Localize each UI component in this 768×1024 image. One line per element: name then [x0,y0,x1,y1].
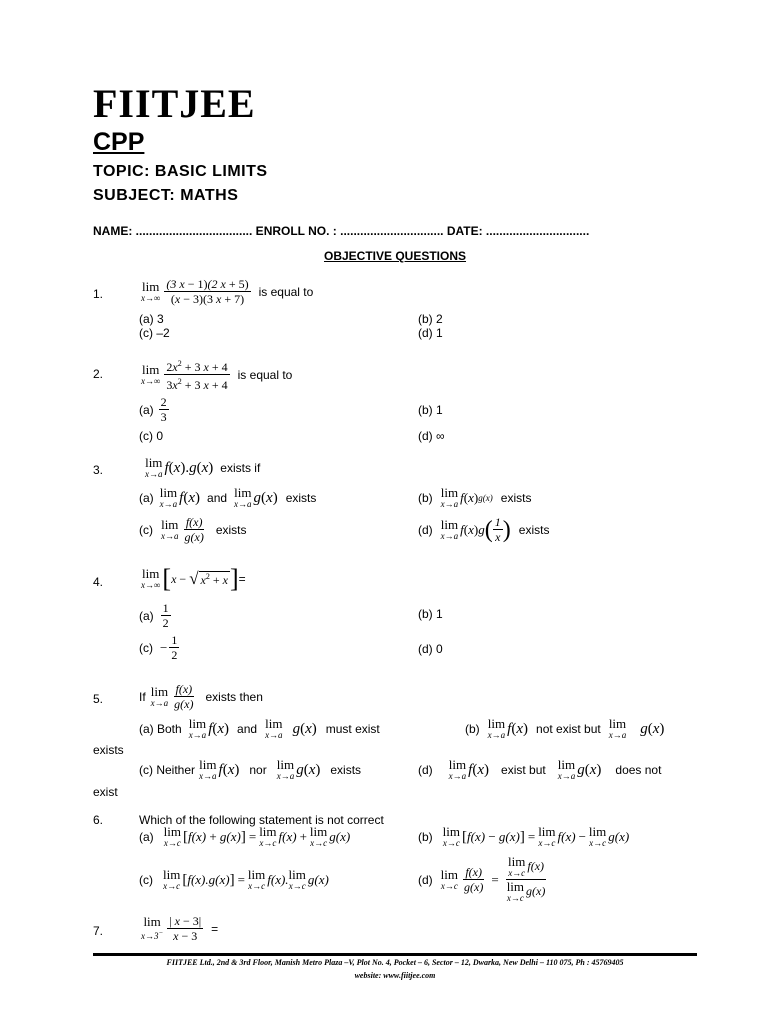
q5-option-a-and: and [237,722,258,736]
q5-stem [139,682,263,711]
q1-tail: is equal to [258,284,314,299]
footer-address: FIITJEE Ltd., 2nd & 3rd Floor, Manish Metro Plaza –V, Plot No. 4, Pocket – 6, Sector – 12, Dwarka, New Delhi – 110 075, Ph : 45769405 [166,958,624,967]
q3-option-b-label: (b) [418,491,433,505]
q3d-frac: $\frac{1}{x}$ [494,515,501,544]
q6-number: 6. [93,813,104,827]
q2-lim: lim x→∞ [141,361,161,386]
footer-rule-thin [93,955,697,956]
q2-tail: is equal to [237,367,293,382]
q6-option-a-label: (a) [139,830,154,844]
q3-option-c-tail: exists [215,522,247,537]
q6a-lim3: lim x→c [309,824,328,848]
q6a-lim2: lim x→c [259,824,277,848]
brand-title: FIITJEE [93,81,256,126]
q6d-lim: lim x→c [440,866,459,891]
q3-option-c[interactable] [139,515,247,544]
q6d-frac2: lim x→c f(x) lim x→c g(x) [506,854,546,903]
subject-line [93,187,238,205]
q3a-lim1: lim x→a [159,485,178,509]
q6d-frac1: $\frac{f(x)}{g(x)}$ [464,865,484,894]
q5-frac: $\frac{f(x)}{g(x)}$ [174,682,194,711]
q6-option-b[interactable]: (b) lim x→c [ f(x) − g(x) ] = lim x→c f(x) − lim x→c g(x) [418,824,630,848]
q2-option-a-label: (a) [139,402,154,417]
q5c-lim1: lim x→a [199,757,217,781]
q4-number: 4. [93,575,104,589]
q5d-lim1: lim x→a [448,757,467,781]
q4-stem: lim x→∞ [ x − √ $x^2 + x$ ] = [141,564,246,593]
q1-option-d[interactable]: (d) 1 [418,326,443,340]
q3c-lim: lim x→a [161,516,179,541]
q3-option-d[interactable]: (d) lim x→a f ( x ) g ( $\frac{1}{x}$ ) exists [418,515,550,544]
subject-label: SUBJECT: [93,187,176,204]
q2-number: 2. [93,367,104,381]
q4-option-a[interactable] [139,601,173,630]
topic-label: TOPIC: [93,163,150,180]
q2-option-b[interactable]: (b) 1 [418,403,443,417]
q6-option-c[interactable]: (c) lim x→c [ f(x).g(x) ] = lim x→c f(x). lim x→c g(x) [139,867,329,891]
q3b-lim: lim x→a [440,485,459,509]
q3-tail: exists if [220,461,261,475]
q7-lim: lim x→3− [141,914,164,941]
section-title [0,249,768,263]
q3d-lim: lim x→a [440,516,459,541]
q1-lim: lim x→∞ [141,278,161,303]
q3-expr: f [164,459,169,476]
q6d-lim-num: lim x→c [508,854,526,878]
q5d-lim2: lim x→a [557,757,576,781]
q1-option-b[interactable]: (b) 2 [418,312,443,326]
q2-option-a-frac: $\frac{2}{3}$ [160,395,167,424]
q5-option-d[interactable]: (d) lim x→a f ( x ) exist but lim x→a g ( x ) does not [418,757,662,781]
q5b-lim1: lim x→a [487,716,506,740]
topic-value: BASIC LIMITS [154,163,268,180]
q3-option-d-tail: exists [518,522,550,537]
q3-option-a-and: and [207,491,228,505]
q4c-frac: $\frac{1}{2}$ [171,633,178,662]
q2-option-c[interactable]: (c) 0 [139,429,163,443]
subject-value: MATHS [180,187,239,204]
q6-option-d-label: (d) [418,872,433,887]
q1-number: 1. [93,287,104,301]
q6-option-c-label: (c) [139,873,153,887]
q7-frac: $\frac{| x - 3|}{x - 3}$ [169,914,202,943]
q5-option-a-tail: must exist [325,722,380,736]
q2-stem [141,357,292,392]
q7-equals: = [211,921,219,936]
q6-option-a[interactable]: (a) lim x→c [ f(x) + g(x) ] = lim x→c f(x) + lim x→c g(x) [139,824,351,848]
cpp-heading: CPP [93,128,145,156]
q6c-lim1: lim x→c [163,867,181,891]
footer-website[interactable]: website: www.fiitjee.com [354,971,436,980]
form-line: NAME: ................................... ENROLL NO. : ............................... DATE: ............................... [93,224,590,238]
q7-number: 7. [93,924,104,938]
q3-stem: lim x→a f ( x ) . g ( x ) exists if [145,455,261,479]
q5-option-c-nor: nor [249,763,267,777]
q5-option-d-label: (d) [418,763,433,777]
q5-option-a[interactable]: (a) Both lim x→a f ( x ) and lim x→a g ( x ) must exist [139,716,380,740]
q5b-lim2: lim x→a [608,716,627,740]
q3a-lim2: lim x→a [234,485,252,509]
q5-option-b-wrap: exists [93,743,124,757]
q2-fraction: $\frac{2x^2 + 3 x + 4}{3x^2 + 3 x + 4}$ [166,359,228,392]
q6c-lim3: lim x→c [288,867,306,891]
q5-lim: lim x→a [150,683,169,708]
q4-option-d[interactable]: (d) 0 [418,642,443,656]
q6-option-d[interactable]: (d) lim x→c $\frac{f(x)}{g(x)}$ = lim x→c f(x) lim x→c g(x) [418,854,546,903]
q2-option-a[interactable] [139,395,171,424]
q7-stem [141,914,218,943]
q1-stem [141,277,313,306]
q5-option-b-label: (b) [465,722,480,736]
q3-option-a-tail: exists [285,491,317,505]
q6b-lim3: lim x→c [588,824,607,848]
q5a-lim2: lim x→a [265,716,283,740]
q4-option-b[interactable]: (b) 1 [418,607,443,621]
q6b-lim2: lim x→c [538,824,556,848]
q4a-frac: $\frac{1}{2}$ [162,601,169,630]
q1-option-c[interactable]: (c) –2 [139,326,170,340]
q5c-lim2: lim x→a [276,757,295,781]
q6c-lim2: lim x→c [247,867,266,891]
q1-option-a[interactable]: (a) 3 [139,312,164,326]
q3-lim: lim x→a [145,455,163,479]
q3-option-d-label: (d) [418,522,433,537]
q5-option-c-label: (c) Neither [139,763,196,777]
q2-option-d[interactable]: (d) ∞ [418,429,445,443]
q5-tail: exists then [205,689,263,704]
q5-option-a-label: (a) Both [139,722,182,736]
q5-if: If [139,689,146,704]
q5-option-d-wrap: exist [93,785,118,799]
q6b-lim1: lim x→c [442,824,461,848]
section-title-text: OBJECTIVE QUESTIONS [323,249,467,263]
q5a-lim1: lim x→a [188,716,207,740]
q3c-frac: $\frac{f(x)}{g(x)}$ [184,515,204,544]
q5-option-d-tail: does not [615,763,662,777]
q1-fraction: $\frac{(3 x - 1)(2 x + 5)}{(x - 3)(3 x + 7)}$ [166,277,249,306]
q5-number: 5. [93,692,104,706]
q5-option-d-mid: exist but [501,763,546,777]
q6-text: Which of the following statement is not correct [139,813,384,827]
q5-option-b-mid: not exist but [536,722,601,736]
topic-line [93,163,268,181]
q5-option-b[interactable]: (b) lim x→a f ( x ) not exist but lim x→a g ( x ) [465,716,665,740]
q4-option-c[interactable]: (c) − $\frac{1}{2}$ [139,633,178,662]
q3-option-c-label: (c) [139,522,153,537]
q5-option-c[interactable]: (c) Neither lim x→a f ( x ) nor lim x→a g ( x ) exists [139,757,362,781]
q3-option-b-tail: exists [500,491,532,505]
q4-option-a-label: (a) [139,608,154,623]
q6-option-b-label: (b) [418,830,433,844]
q4-option-c-label: (c) [139,640,153,655]
q3-number: 3. [93,463,104,477]
q3-option-b[interactable]: (b) lim x→a f ( x ) g(x) exists [418,485,532,509]
q6d-lim-den: lim x→c [506,879,525,903]
q3-option-a-label: (a) [139,491,154,505]
q4-lim: lim x→∞ [141,566,161,590]
q6a-lim1: lim x→c [163,824,182,848]
q5-option-c-tail: exists [330,763,362,777]
q3-option-a[interactable]: (a) lim x→a f ( x ) and lim x→a g ( x ) exists [139,485,317,509]
